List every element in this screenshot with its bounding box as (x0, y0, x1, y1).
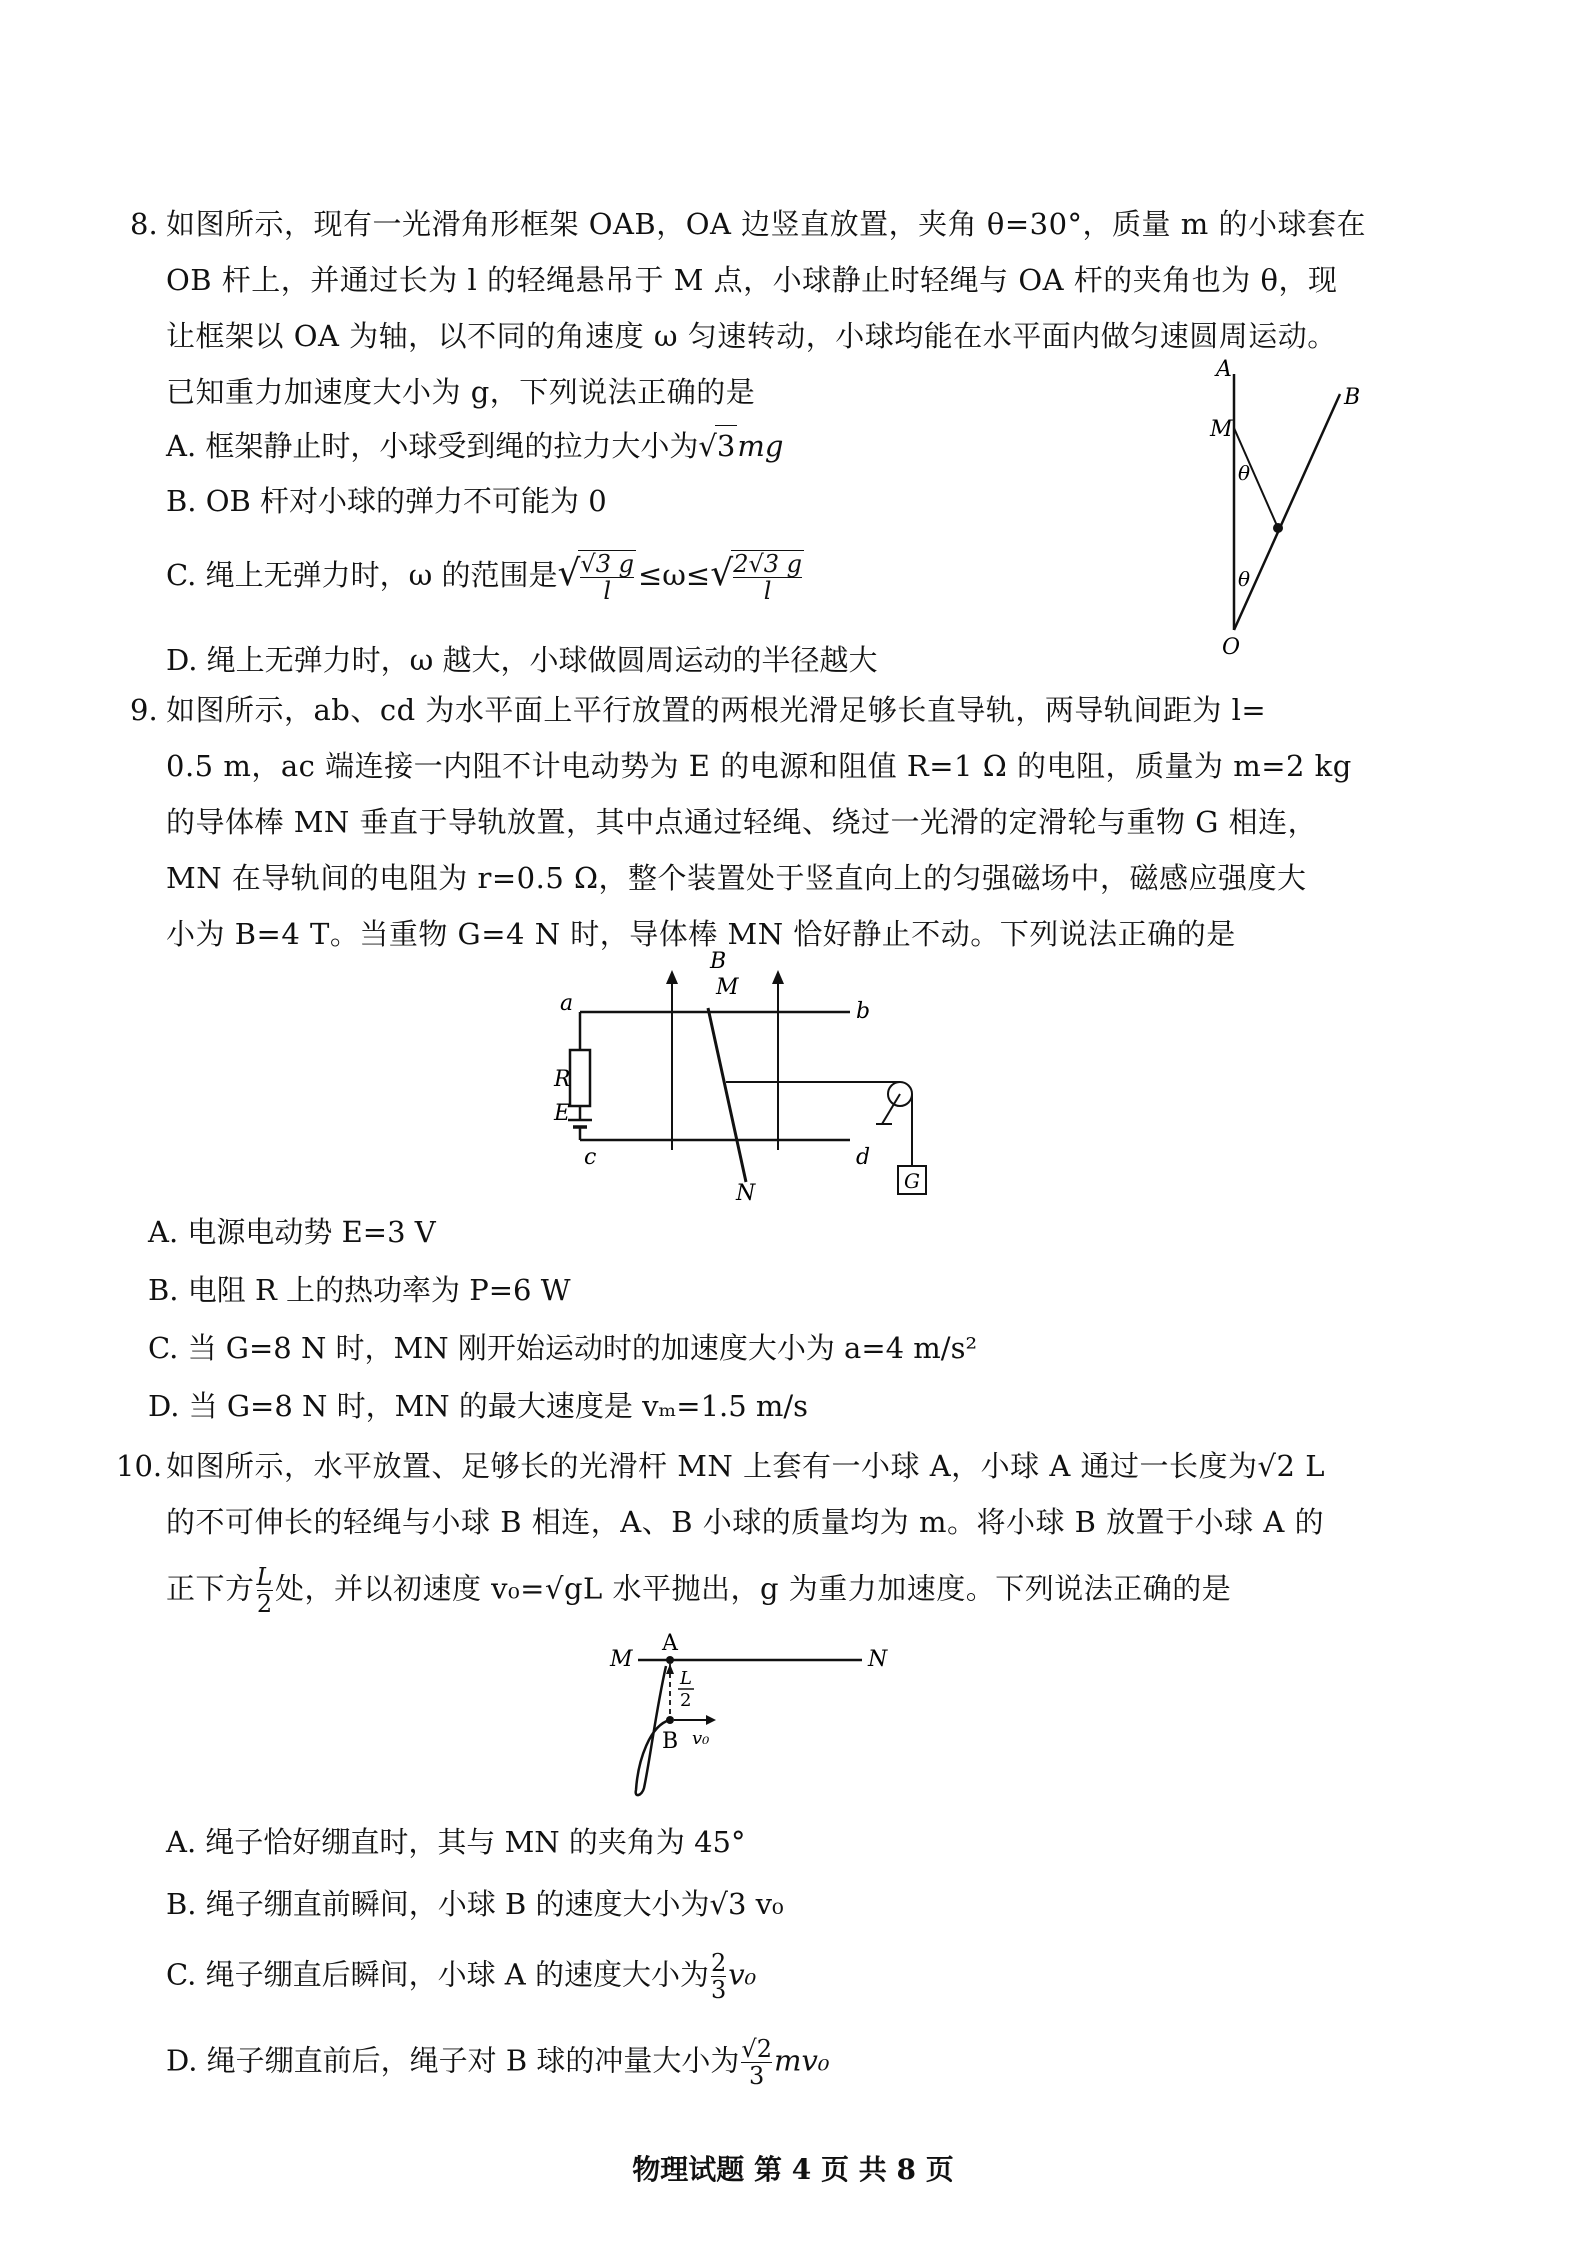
option-text: C. 绳上无弹力时，ω 的范围是 (166, 558, 558, 592)
q9-figure (554, 949, 950, 1210)
label-b-rail: b (856, 999, 871, 1024)
label-l: L (680, 1668, 692, 1689)
label-n: N (736, 1181, 756, 1206)
label-c: c (584, 1145, 597, 1170)
fraction: $\frac{2√3 g}{l}$ (733, 550, 803, 605)
question-text-line: 已知重力加速度大小为 g，下列说法正确的是 (166, 375, 756, 409)
option-d: D. 当 G=8 N 时，MN 的最大速度是 vₘ=1.5 m/s (148, 1389, 809, 1423)
option-b: B. 绳子绷直前瞬间，小球 B 的速度大小为√3 v₀ (166, 1887, 784, 1921)
option-a: A. 绳子恰好绷直时，其与 MN 的夹角为 45° (166, 1825, 746, 1859)
q8-figure (1190, 357, 1370, 660)
question-text-line: 0.5 m，ac 端连接一内阻不计电动势为 E 的电源和阻值 R=1 Ω 的电阻，质量为 m=2 kg (166, 749, 1352, 783)
label-v0: v₀ (692, 1728, 710, 1749)
page-footer: 物理试题 第 4 页 共 8 页 (632, 2153, 954, 2186)
option-d: D. 绳子绷直前后，绳子对 B 球的冲量大小为 $\frac{√2}{3}$ mv₀ (166, 2035, 830, 2090)
label-b: B (710, 949, 727, 974)
label-m: M (610, 1647, 633, 1672)
question-text-line: 的导体棒 MN 垂直于导轨放置，其中点通过轻绳、绕过一光滑的定滑轮与重物 G 相连， (166, 805, 1318, 839)
q10-figure (600, 1620, 900, 1800)
question-text-line: 小为 B=4 T。当重物 G=4 N 时，导体棒 MN 恰好静止不动。下列说法正确的是 (166, 917, 1236, 951)
label-r: R (554, 1067, 571, 1092)
question-text-line: 的不可伸长的轻绳与小球 B 相连，A、B 小球的质量均为 m。将小球 B 放置于小球 A 的 (166, 1505, 1325, 1539)
label-a: A (1216, 357, 1232, 382)
question-number: 10. (116, 1449, 163, 1483)
question-text-line: MN 在导轨间的电阻为 r=0.5 Ω，整个装置处于竖直向上的匀强磁场中，磁感应强度大 (166, 861, 1307, 895)
label-a: a (560, 991, 574, 1016)
question-text-line: 让框架以 OA 为轴，以不同的角速度 ω 匀速转动，小球均能在水平面内做匀速圆周运动。 (166, 319, 1337, 353)
question-text-line: 如图所示，ab、cd 为水平面上平行放置的两根光滑足够长直导轨，两导轨间距为 l= (166, 693, 1267, 727)
label-b: B (1344, 385, 1361, 410)
question-text-line: 正下方 $\frac{L}{2}$ 处，并以初速度 v₀=√gL 水平抛出，g 为重力加速度。下列说法正确的是 (166, 1563, 1232, 1618)
label-m: M (716, 975, 739, 1000)
option-c: C. 当 G=8 N 时，MN 刚开始运动时的加速度大小为 a=4 m/s² (148, 1331, 978, 1365)
question-text-line: 如图所示，现有一光滑角形框架 OAB，OA 边竖直放置，夹角 θ=30°，质量 m 的小球套在 (166, 207, 1366, 241)
question-text-line: OB 杆上，并通过长为 l 的轻绳悬吊于 M 点，小球静止时轻绳与 OA 杆的夹角也为 θ，现 (166, 263, 1338, 297)
option-a: A. 电源电动势 E=3 V (148, 1215, 436, 1249)
label-n: N (868, 1647, 888, 1672)
fraction: $\frac{√2}{3}$ (741, 2035, 772, 2090)
fraction: $\frac{L}{2}$ (256, 1563, 273, 1618)
question-text-line: 如图所示，水平放置、足够长的光滑杆 MN 上套有一小球 A，小球 A 通过一长度为√2 L (166, 1449, 1325, 1483)
label-o: O (1222, 635, 1241, 660)
question-number: 9. (130, 693, 158, 727)
option-c: C. 绳上无弹力时，ω 的范围是√ $\frac{√3 g}{l}$ ≤ω≤√ $\frac{2√3 g}{l}$ (166, 550, 803, 605)
fraction: $\frac{2}{3}$ (710, 1949, 727, 2004)
fraction: $\frac{√3 g}{l}$ (580, 550, 634, 605)
label-two: 2 (680, 1690, 692, 1711)
option-a: A. 框架静止时，小球受到绳的拉力大小为√3mg (166, 425, 783, 466)
label-a: A (662, 1631, 678, 1656)
label-e: E (554, 1101, 571, 1126)
label-theta: θ (1238, 567, 1251, 591)
option-text: A. 框架静止时，小球受到绳的拉力大小为 (166, 429, 699, 463)
label-b: B (662, 1729, 679, 1754)
option-c: C. 绳子绷直后瞬间，小球 A 的速度大小为 $\frac{2}{3}$ v₀ (166, 1949, 757, 2004)
label-theta: θ (1238, 461, 1251, 485)
label-m: M (1210, 417, 1233, 442)
option-text: ≤ω≤ (637, 558, 711, 592)
option-d: D. 绳上无弹力时，ω 越大，小球做圆周运动的半径越大 (166, 643, 878, 677)
question-number: 8. (130, 207, 158, 241)
sqrt-value: 3 (715, 425, 737, 466)
option-b: B. 电阻 R 上的热功率为 P=6 W (148, 1273, 571, 1307)
option-b: B. OB 杆对小球的弹力不可能为 0 (166, 484, 607, 518)
label-d: d (856, 1145, 871, 1170)
label-g: G (904, 1169, 920, 1193)
option-text: mg (737, 429, 784, 463)
